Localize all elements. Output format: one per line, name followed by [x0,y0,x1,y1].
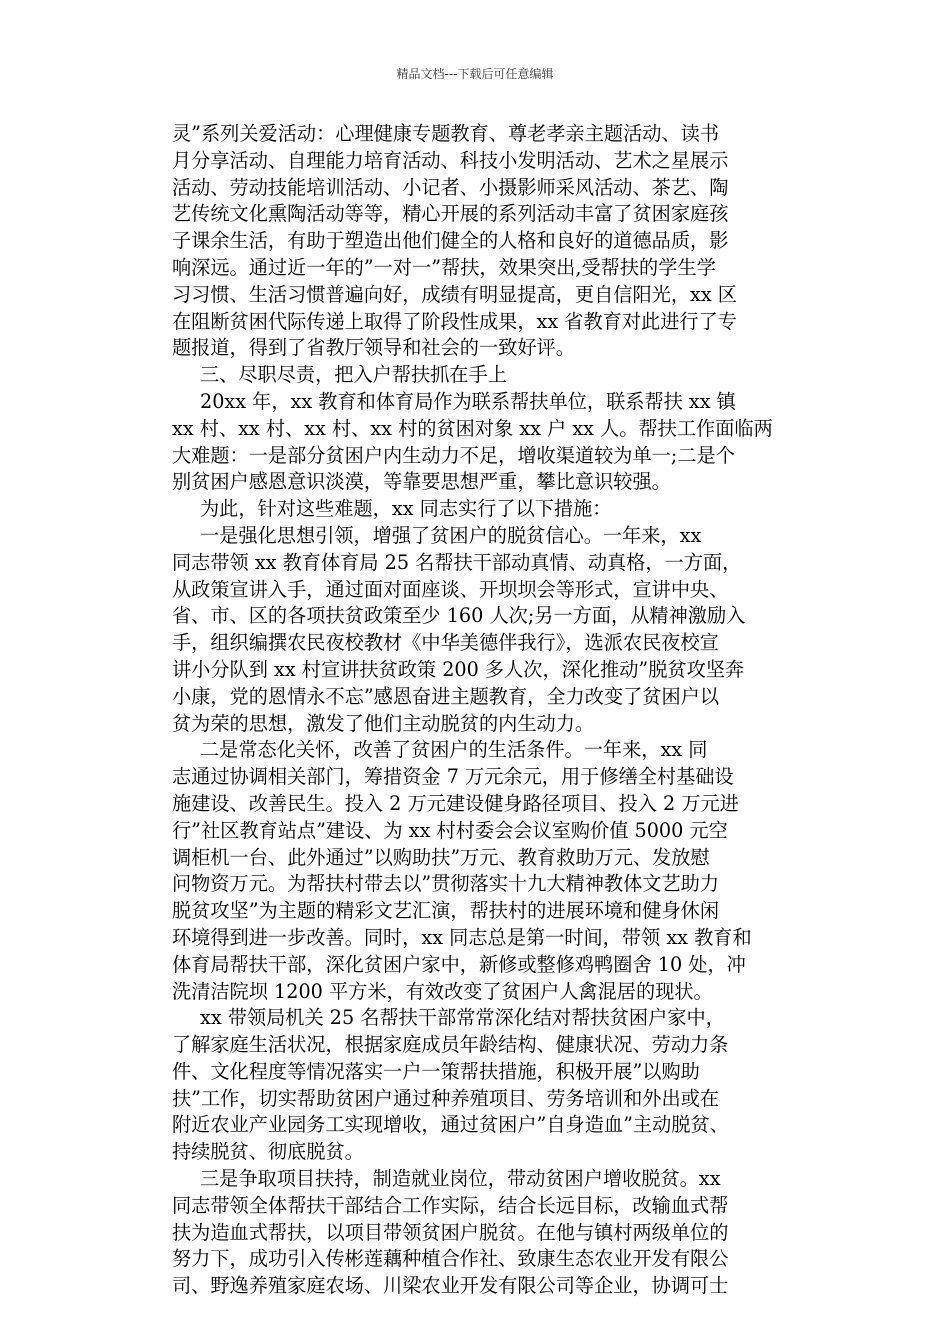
text-line: 灵”系列关爱活动：心理健康专题教育、尊老孝亲主题活动、读书 [172,122,720,145]
text-line: 施建设、改善民生。投入 2 万元建设健身路径项目、投入 2 万元进 [172,791,739,815]
text-line: 艺传统文化熏陶活动等等，精心开展的系列活动丰富了贫困家庭孩 [172,202,729,226]
text-line: 小康，党的恩情永不忘”感恩奋进主题教育，全力改变了贫困户以 [172,684,720,708]
text-line: 同志带领 xx 教育体育局 25 名帮扶干部动真情、动真格，一方面， [172,550,742,574]
text-line: 努力下，成功引入传彬莲藕种植合作社、致康生态农业开发有限公 [172,1247,729,1271]
text-line: 题报道，得到了省教厅领导和社会的一致好评。 [172,336,575,360]
text-line: 体育局帮扶干部，深化贫困户家中，新修或整修鸡鸭圈舍 10 处，冲 [172,952,746,976]
text-line: 20xx 年，xx 教育和体育局作为联系帮扶单位，联系帮扶 xx 镇 [200,389,736,413]
text-line: 响深远。通过近一年的”一对一”帮扶，效果突出,受帮扶的学生学 [172,255,716,279]
text-line: 行”社区教育站点”建设、为 xx 村村委会会议室购价值 5000 元空 [172,818,728,842]
text-line: 了解家庭生活状况，根据家庭成员年龄结构、健康状况、劳动力条 [172,1033,729,1057]
text-line: 月分享活动、自理能力培育活动、科技小发明活动、艺术之星展示 [172,148,729,172]
text-line: 持续脱贫、彻底脱贫。 [172,1140,364,1164]
text-line: 问物资万元。为帮扶村带去以”贯彻落实十九大精神教体文艺助力 [172,872,720,896]
text-line: 二是常态化关怀，改善了贫困户的生活条件。一年来，xx 同 [200,738,708,762]
text-line: 活动、劳动技能培训活动、小记者、小摄影师采风活动、茶艺、陶 [172,175,729,199]
text-line: 调柜机一台、此外通过”以购助扶”万元、教育救助万元、发放慰 [172,845,710,869]
text-line: 讲小分队到 xx 村宣讲扶贫政策 200 多人次，深化推动”脱贫攻坚奔 [172,657,745,681]
text-line: 志通过协调相关部门，筹措资金 7 万元余元，用于修缮全村基础设 [172,765,734,789]
text-line: 习习惯、生活习惯普遍向好，成绩有明显提高，更自信阳光，xx 区 [172,282,737,306]
text-line: 环境得到进一步改善。同时，xx 同志总是第一时间，带领 xx 教育和 [172,925,752,949]
text-line: 从政策宣讲入手，通过面对面座谈、开坝坝会等形式，宣讲中央、 [172,577,729,601]
text-line: 手，组织编撰农民夜校教材《中华美德伴我行》，选派农民夜校宣 [172,631,719,655]
text-line: 附近农业产业园务工实现增收，通过贫困户”自身造血”主动脱贫、 [172,1113,729,1137]
text-line: 子课余生活，有助于塑造出他们健全的人格和良好的道德品质，影 [172,229,729,253]
text-line: 一是强化思想引领，增强了贫困户的脱贫信心。一年来，xx [200,523,702,547]
text-line: 件、文化程度等情况落实一户一策帮扶措施，积极开展”以购助 [172,1059,700,1083]
document-body [172,121,812,1300]
page-header: 精品文档---下载后可任意编辑 [396,67,554,81]
text-line: 脱贫攻坚”为主题的精彩文艺汇演，帮扶村的进展环境和健身休闲 [172,899,720,923]
text-line: 洗清洁院坝 1200 平方米，有效改变了贫困户人禽混居的现状。 [172,979,713,1003]
text-line: 为此，针对这些难题，xx 同志实行了以下措施： [200,497,612,521]
text-line: 扶为造血式帮扶，以项目带领贫困户脱贫。在他与镇村两级单位的 [172,1220,729,1244]
text-line: 司、野逸养殖家庭农场、川梁农业开发有限公司等企业，协调可士 [172,1274,729,1298]
text-line: xx 带领局机关 25 名帮扶干部常常深化结对帮扶贫困户家中， [200,1006,725,1030]
text-line: 贫为荣的思想，激发了他们主动脱贫的内生动力。 [172,711,595,735]
text-line: 三、尽职尽责，把入户帮扶抓在手上 [200,363,507,387]
text-line: xx 村、xx 村、xx 村、xx 村的贫困对象 xx 户 xx 人。帮扶工作面临两 [172,416,773,440]
text-line: 在阻断贫困代际传递上取得了阶段性成果，xx 省教育对此进行了专 [172,309,737,333]
text-line: 扶”工作，切实帮助贫困户通过种养殖项目、劳务培训和外出或在 [172,1086,720,1110]
text-line: 三是争取项目扶持，制造就业岗位，带动贫困户增收脱贫。xx [200,1167,721,1191]
text-line: 别贫困户感恩意识淡漠，等靠要思想严重，攀比意识较强。 [172,470,671,494]
text-line: 省、市、区的各项扶贫政策至少 160 人次;另一方面，从精神激励入 [172,604,746,628]
text-line: 大难题：一是部分贫困户内生动力不足，增收渠道较为单一;二是个 [172,443,735,467]
text-line: 同志带领全体帮扶干部结合工作实际，结合长远目标，改输血式帮 [172,1193,729,1217]
